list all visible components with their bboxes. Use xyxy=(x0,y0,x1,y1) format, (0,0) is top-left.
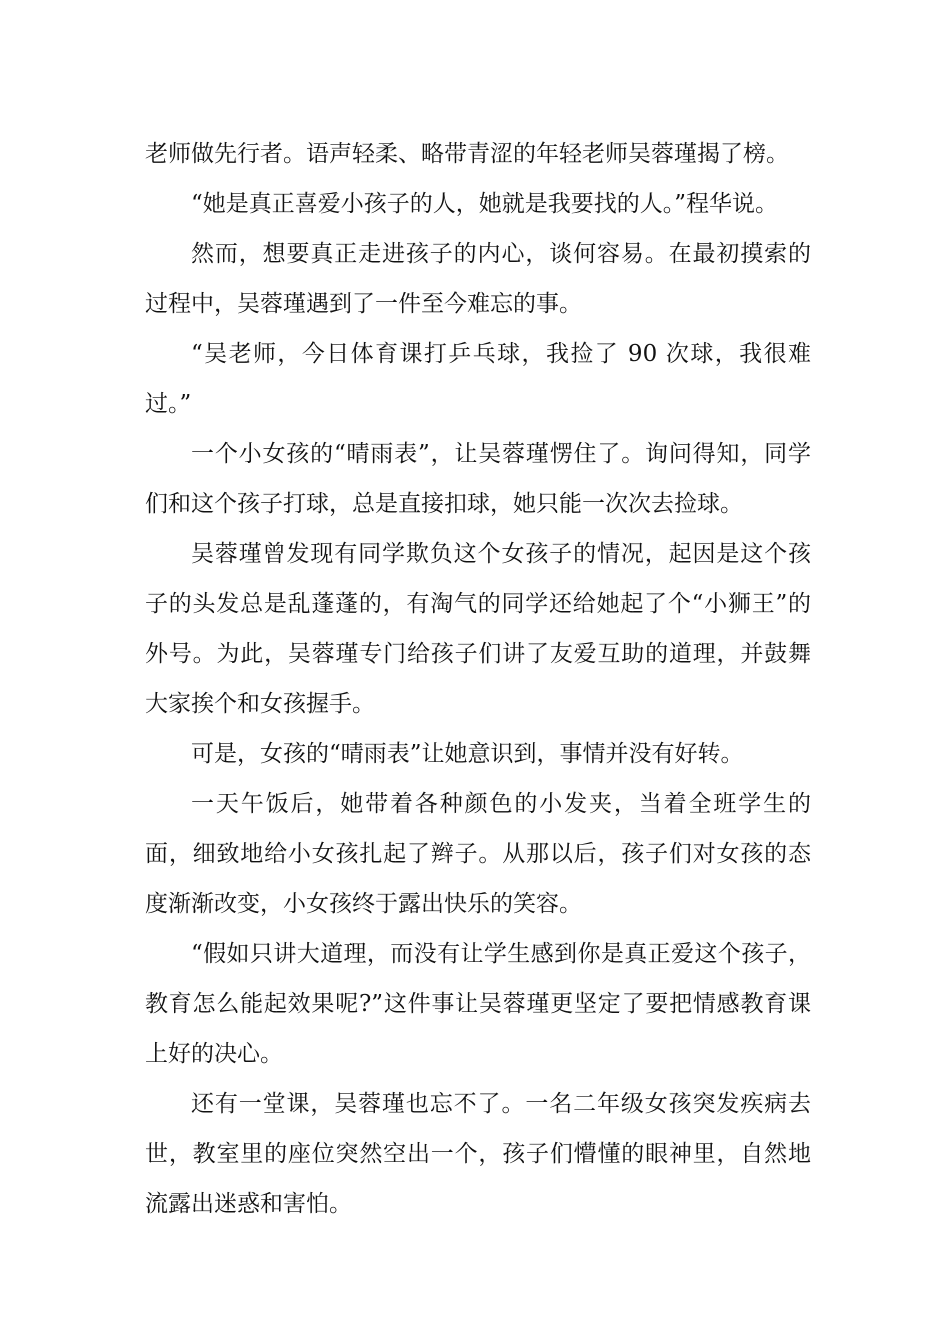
paragraph: “假如只讲大道理，而没有让学生感到你是真正爱这个孩子，教育怎么能起效果呢?”这件事让吴蓉瑾更坚定了要把情感教育课上好的决心。 xyxy=(145,941,811,1067)
article-body xyxy=(145,129,811,1229)
paragraph: 还有一堂课，吴蓉瑾也忘不了。一名二年级女孩突发疾病去世，教室里的座位突然空出一个，孩子们懵懂的眼神里，自然地流露出迷惑和害怕。 xyxy=(145,1091,811,1217)
paragraph: 吴蓉瑾曾发现有同学欺负这个女孩子的情况，起因是这个孩子的头发总是乱蓬蓬的，有淘气的同学还给她起了个“小狮王”的外号。为此，吴蓉瑾专门给孩子们讲了友爱互助的道理，并鼓舞大家挨个和女孩握手。 xyxy=(145,541,811,717)
paragraph: “吴老师，今日体育课打乒乓球，我捡了 90 次球，我很难过。” xyxy=(145,341,811,417)
paragraph: 一个小女孩的“晴雨表”，让吴蓉瑾愣住了。询问得知，同学们和这个孩子打球，总是直接扣球，她只能一次次去捡球。 xyxy=(145,441,811,517)
paragraph: 一天午饭后，她带着各种颜色的小发夹，当着全班学生的面，细致地给小女孩扎起了辫子。从那以后，孩子们对女孩的态度渐渐改变，小女孩终于露出快乐的笑容。 xyxy=(145,791,811,917)
paragraph: 然而，想要真正走进孩子的内心，谈何容易。在最初摸索的过程中，吴蓉瑾遇到了一件至今难忘的事。 xyxy=(145,241,811,317)
paragraph: 老师做先行者。语声轻柔、略带青涩的年轻老师吴蓉瑾揭了榜。 xyxy=(145,141,789,167)
paragraph: “她是真正喜爱小孩子的人，她就是我要找的人。”程华说。 xyxy=(191,191,779,217)
paragraph: 可是，女孩的“晴雨表”让她意识到，事情并没有好转。 xyxy=(191,741,744,767)
